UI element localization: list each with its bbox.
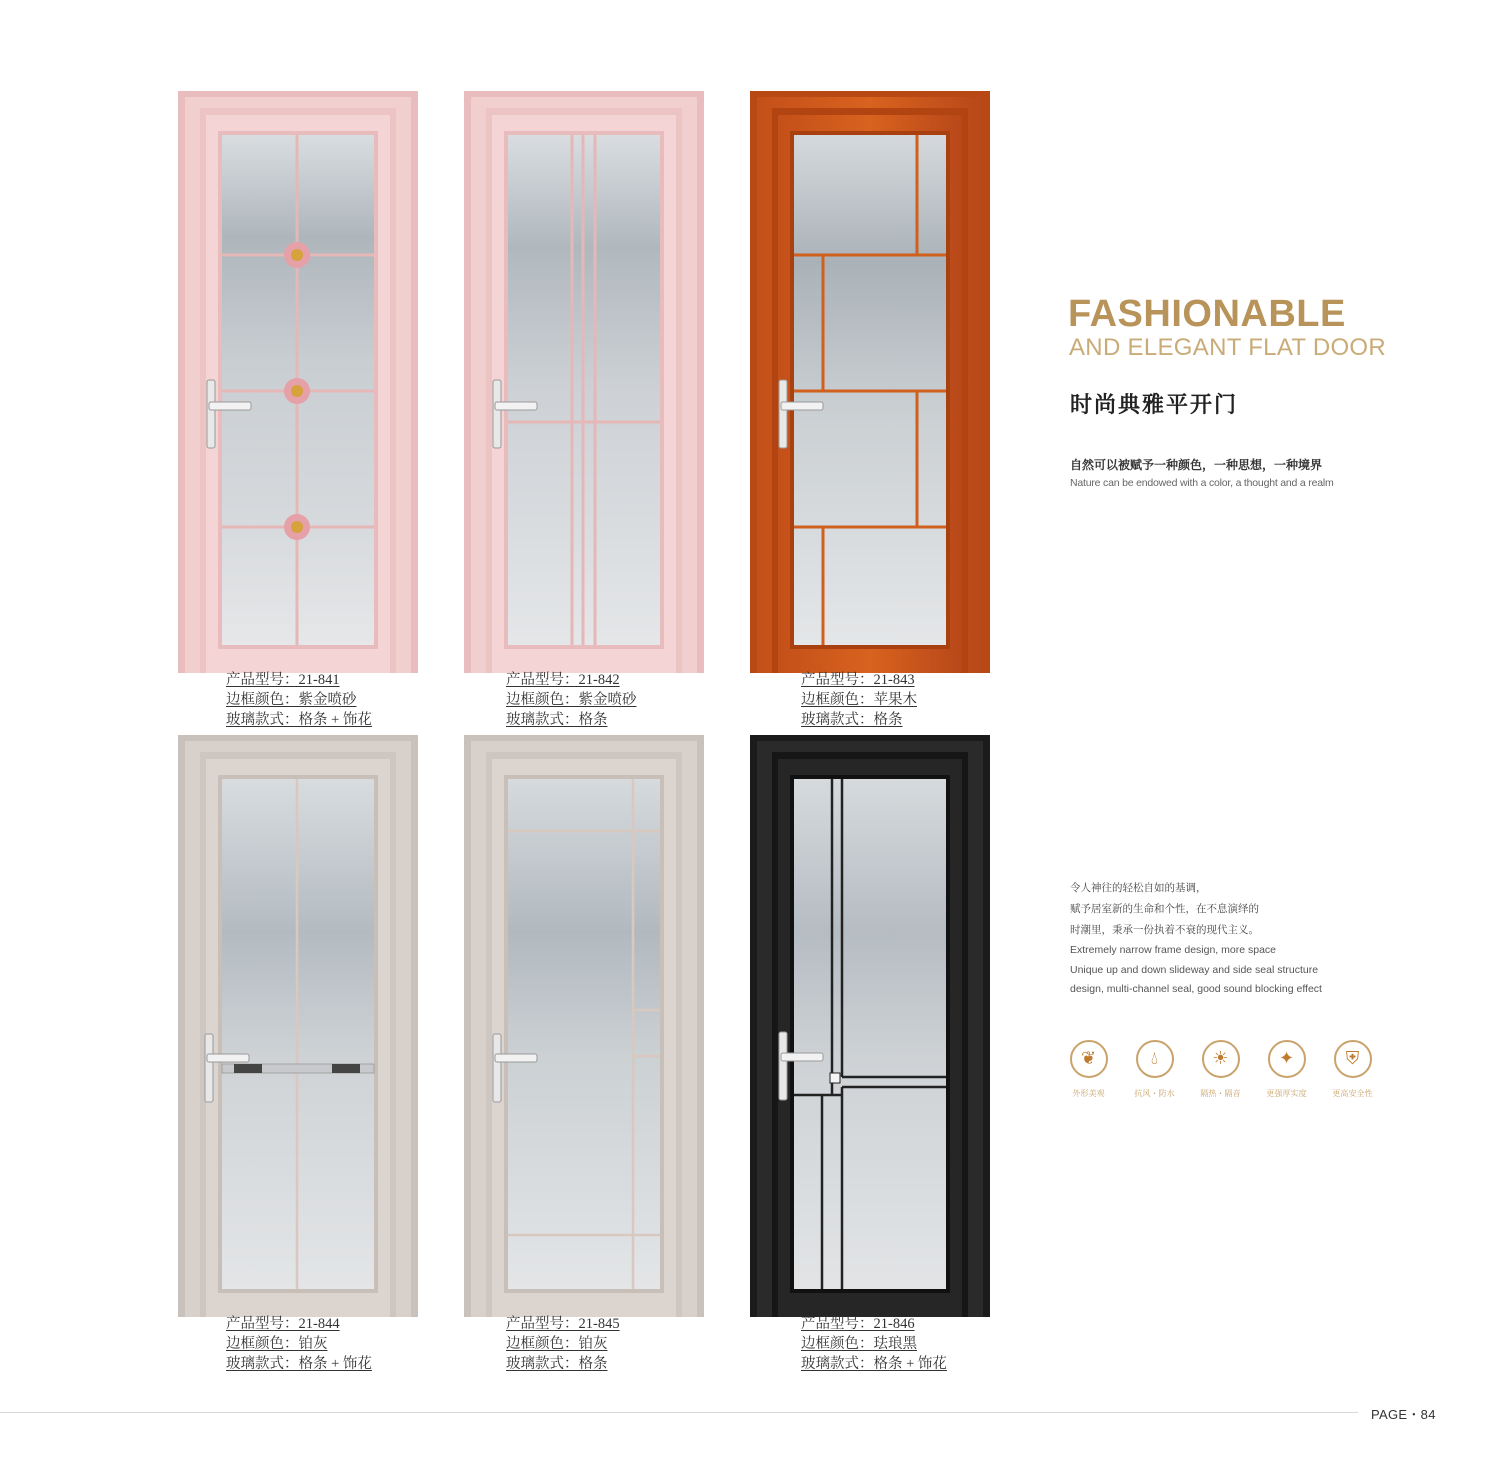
glass-style: 格条 + 饰花 xyxy=(873,1356,947,1372)
door-21-846-image xyxy=(750,735,990,1317)
model-number: 21-842 xyxy=(578,672,620,688)
glass-style: 格条 + 饰花 xyxy=(298,1356,372,1372)
shield-icon: ⛨ xyxy=(1345,1048,1360,1069)
sun-icon: ☀ xyxy=(1212,1048,1229,1069)
feature-waterproof: 💧︎ 抗风・防水 xyxy=(1128,1040,1181,1099)
glass-style: 格条 xyxy=(578,712,608,728)
door-21-842-spec: 产品型号：21-842 边框颜色：紫金喷砂 玻璃款式：格条 xyxy=(506,672,637,728)
feature-insulation: ☀ 隔热・隔音 xyxy=(1194,1040,1247,1099)
footer-divider xyxy=(0,1412,1358,1413)
door-21-844-spec: 产品型号：21-844 边框颜色：铂灰 玻璃款式：格条 + 饰花 xyxy=(226,1316,372,1372)
tagline-english: Nature can be endowed with a color, a thought and a realm xyxy=(1070,477,1334,489)
description-line: Extremely narrow frame design, more space xyxy=(1070,944,1276,956)
page-subtitle: AND ELEGANT FLAT DOOR xyxy=(1069,334,1387,361)
door-21-841-spec: 产品型号：21-841 边框颜色：紫金喷砂 玻璃款式：格条 + 饰花 xyxy=(226,672,372,728)
description-line: design, multi-channel seal, good sound blocking effect xyxy=(1070,983,1322,995)
page-title-chinese: 时尚典雅平开门 xyxy=(1070,393,1239,418)
butterfly-icon: ❦ xyxy=(1080,1048,1097,1069)
model-number: 21-844 xyxy=(298,1316,340,1332)
frame-color: 苹果木 xyxy=(873,692,917,708)
feature-thickness: ✦ 更强厚实度 xyxy=(1260,1040,1313,1099)
glass-style: 格条 xyxy=(578,1356,608,1372)
frame-color: 铂灰 xyxy=(578,1336,608,1352)
model-number: 21-841 xyxy=(298,672,340,688)
door-21-844-image xyxy=(178,735,418,1317)
frame-color: 紫金喷砂 xyxy=(578,692,637,708)
description-line: 令人神往的轻松自如的基调， xyxy=(1070,882,1207,894)
door-21-845-image xyxy=(464,735,704,1317)
door-21-841-image xyxy=(178,91,418,673)
description-line: 时潮里，秉承一份执着不衰的现代主义。 xyxy=(1070,924,1259,936)
product-description xyxy=(1070,878,1322,1000)
door-21-846-spec: 产品型号：21-846 边框颜色：珐琅黑 玻璃款式：格条 + 饰花 xyxy=(801,1316,947,1372)
feature-icons xyxy=(1062,1040,1379,1099)
water-drop-icon: 💧︎ xyxy=(1150,1048,1159,1069)
page-number: PAGE・84 xyxy=(1371,1407,1436,1422)
model-number: 21-843 xyxy=(873,672,915,688)
tagline-chinese: 自然可以被赋予一种颜色，一种思想，一种境界 xyxy=(1070,458,1323,472)
star-icon: ✦ xyxy=(1278,1048,1295,1069)
frame-color: 珐琅黑 xyxy=(873,1336,917,1352)
glass-style: 格条 + 饰花 xyxy=(298,712,372,728)
glass-style: 格条 xyxy=(873,712,903,728)
description-line: 赋予居室新的生命和个性，在不息演绎的 xyxy=(1070,903,1259,915)
frame-color: 铂灰 xyxy=(298,1336,328,1352)
door-21-843-spec: 产品型号：21-843 边框颜色：苹果木 玻璃款式：格条 xyxy=(801,672,917,728)
model-number: 21-846 xyxy=(873,1316,915,1332)
door-21-845-spec: 产品型号：21-845 边框颜色：铂灰 玻璃款式：格条 xyxy=(506,1316,620,1372)
feature-security: ⛨ 更高安全性 xyxy=(1326,1040,1379,1099)
feature-appearance: ❦ 外形美观 xyxy=(1062,1040,1115,1099)
frame-color: 紫金喷砂 xyxy=(298,692,357,708)
door-21-842-image xyxy=(464,91,704,673)
description-line: Unique up and down slideway and side seal structure xyxy=(1070,963,1319,976)
model-number: 21-845 xyxy=(578,1316,620,1332)
door-21-843-image xyxy=(750,91,990,673)
page-title: FASHIONABLE xyxy=(1068,293,1346,335)
